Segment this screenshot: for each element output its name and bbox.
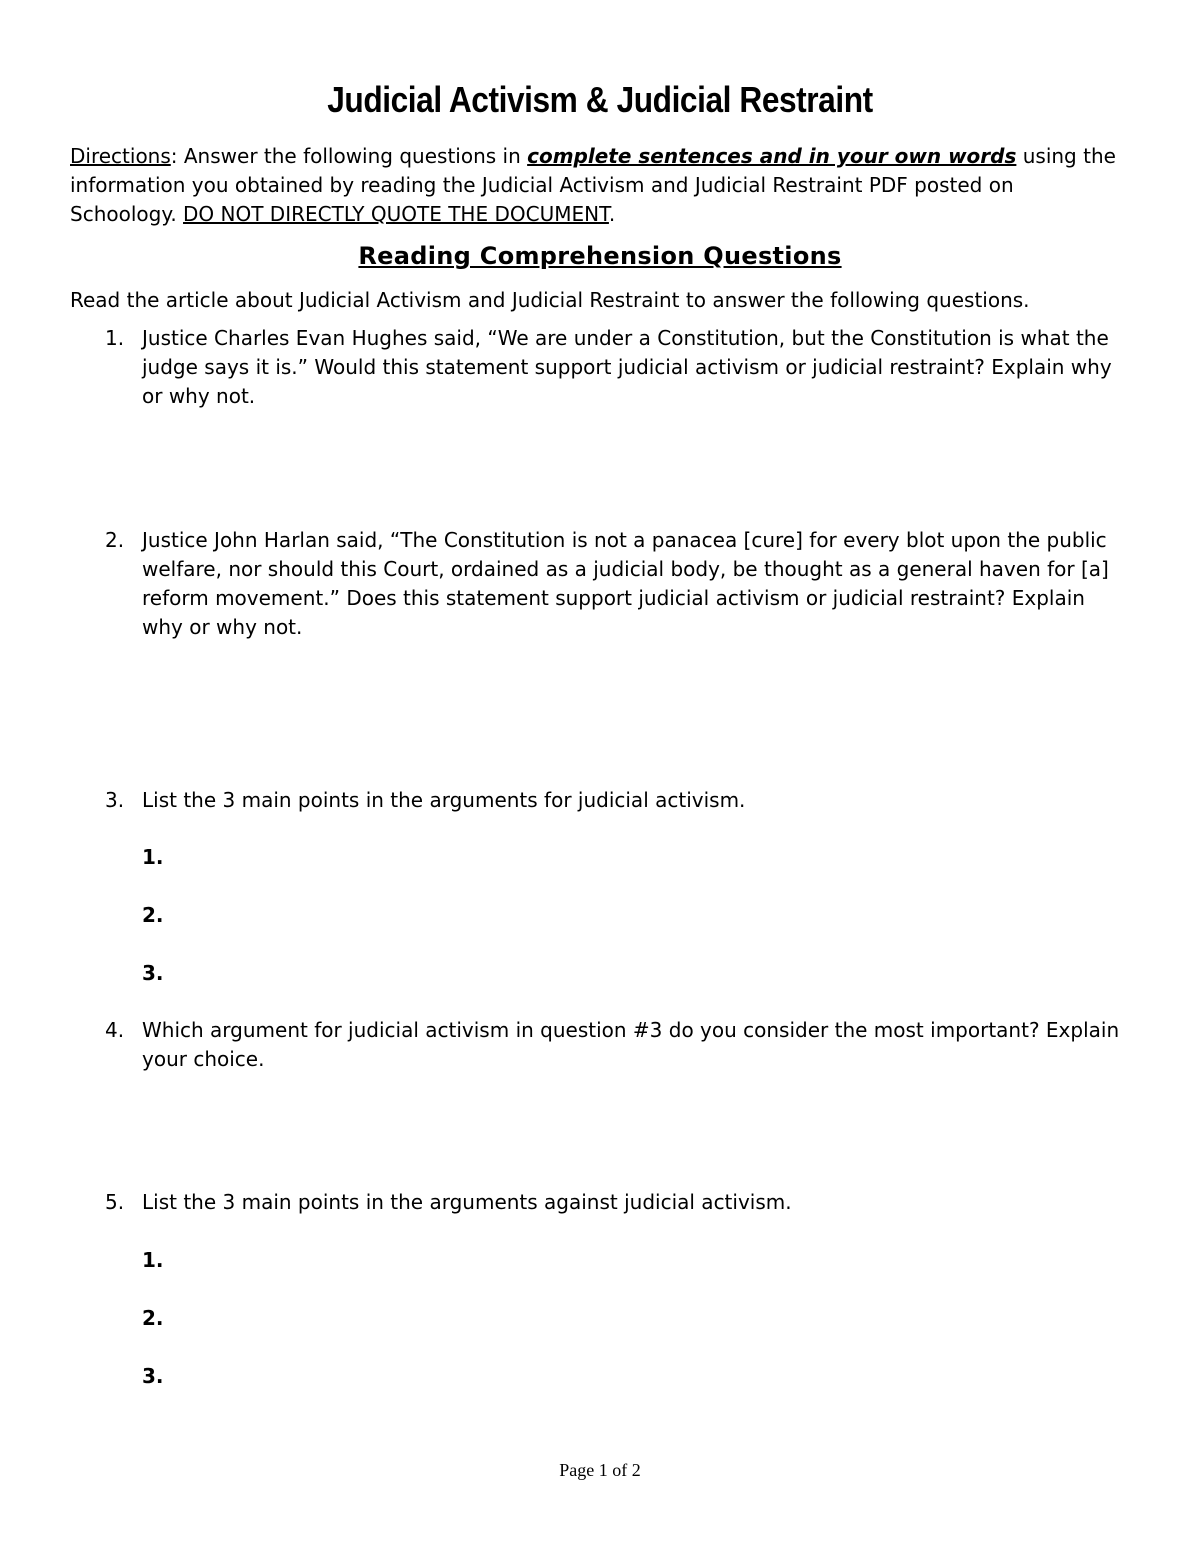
question-number: 3. xyxy=(105,788,125,812)
directions-paragraph xyxy=(70,142,1120,229)
question-number: 2. xyxy=(105,528,125,552)
question-number: 1. xyxy=(105,326,125,350)
question-5 xyxy=(105,1188,1125,1217)
section-title: Reading Comprehension Questions xyxy=(358,242,842,270)
directions-label: Directions xyxy=(70,144,171,168)
q5-answer-item-3: 3. xyxy=(142,1364,164,1388)
directions-warning: DO NOT DIRECTLY QUOTE THE DOCUMENT xyxy=(183,202,609,226)
question-1 xyxy=(105,324,1125,411)
question-text: Justice John Harlan said, “The Constitution is not a panacea [cure] for every blot upon the public welfare, nor should this Court, ordained as a judicial body, be thought as a general haven for [a] reform movement.” Does this statement support judicial activism or judicial restraint? Explain why or why not. xyxy=(142,528,1109,639)
question-4 xyxy=(105,1016,1125,1074)
q3-answer-item-1: 1. xyxy=(142,845,164,869)
directions-text-1: : Answer the following questions in xyxy=(170,144,528,168)
question-3 xyxy=(105,786,1125,815)
question-number: 5. xyxy=(105,1190,125,1214)
directions-text-2: using the information you obtained by reading the Judicial Activism and Judicial Restraint PDF posted on Schoology. xyxy=(70,144,1116,226)
question-text: List the 3 main points in the arguments for judicial activism. xyxy=(142,788,746,812)
q5-answer-item-2: 2. xyxy=(142,1306,164,1330)
intro-text: Read the article about Judicial Activism and Judicial Restraint to answer the following questions. xyxy=(70,288,1030,312)
q3-answer-item-2: 2. xyxy=(142,903,164,927)
question-number: 4. xyxy=(105,1018,125,1042)
question-text: Justice Charles Evan Hughes said, “We are under a Constitution, but the Constitution is what the judge says it is.” Would this statement support judicial activism or judicial restraint? Explain why or why not. xyxy=(142,326,1112,408)
directions-end: . xyxy=(608,202,616,226)
question-text: Which argument for judicial activism in question #3 do you consider the most important? Explain your choice. xyxy=(142,1018,1120,1071)
directions-emphasis: complete sentences and in your own words xyxy=(527,144,1017,168)
q5-answer-item-1: 1. xyxy=(142,1248,164,1272)
page-footer: Page 1 of 2 xyxy=(559,1460,641,1480)
question-text: List the 3 main points in the arguments against judicial activism. xyxy=(142,1190,792,1214)
question-2 xyxy=(105,526,1125,642)
page-title: Judicial Activism & Judicial Restraint xyxy=(327,79,873,120)
q3-answer-item-3: 3. xyxy=(142,961,164,985)
